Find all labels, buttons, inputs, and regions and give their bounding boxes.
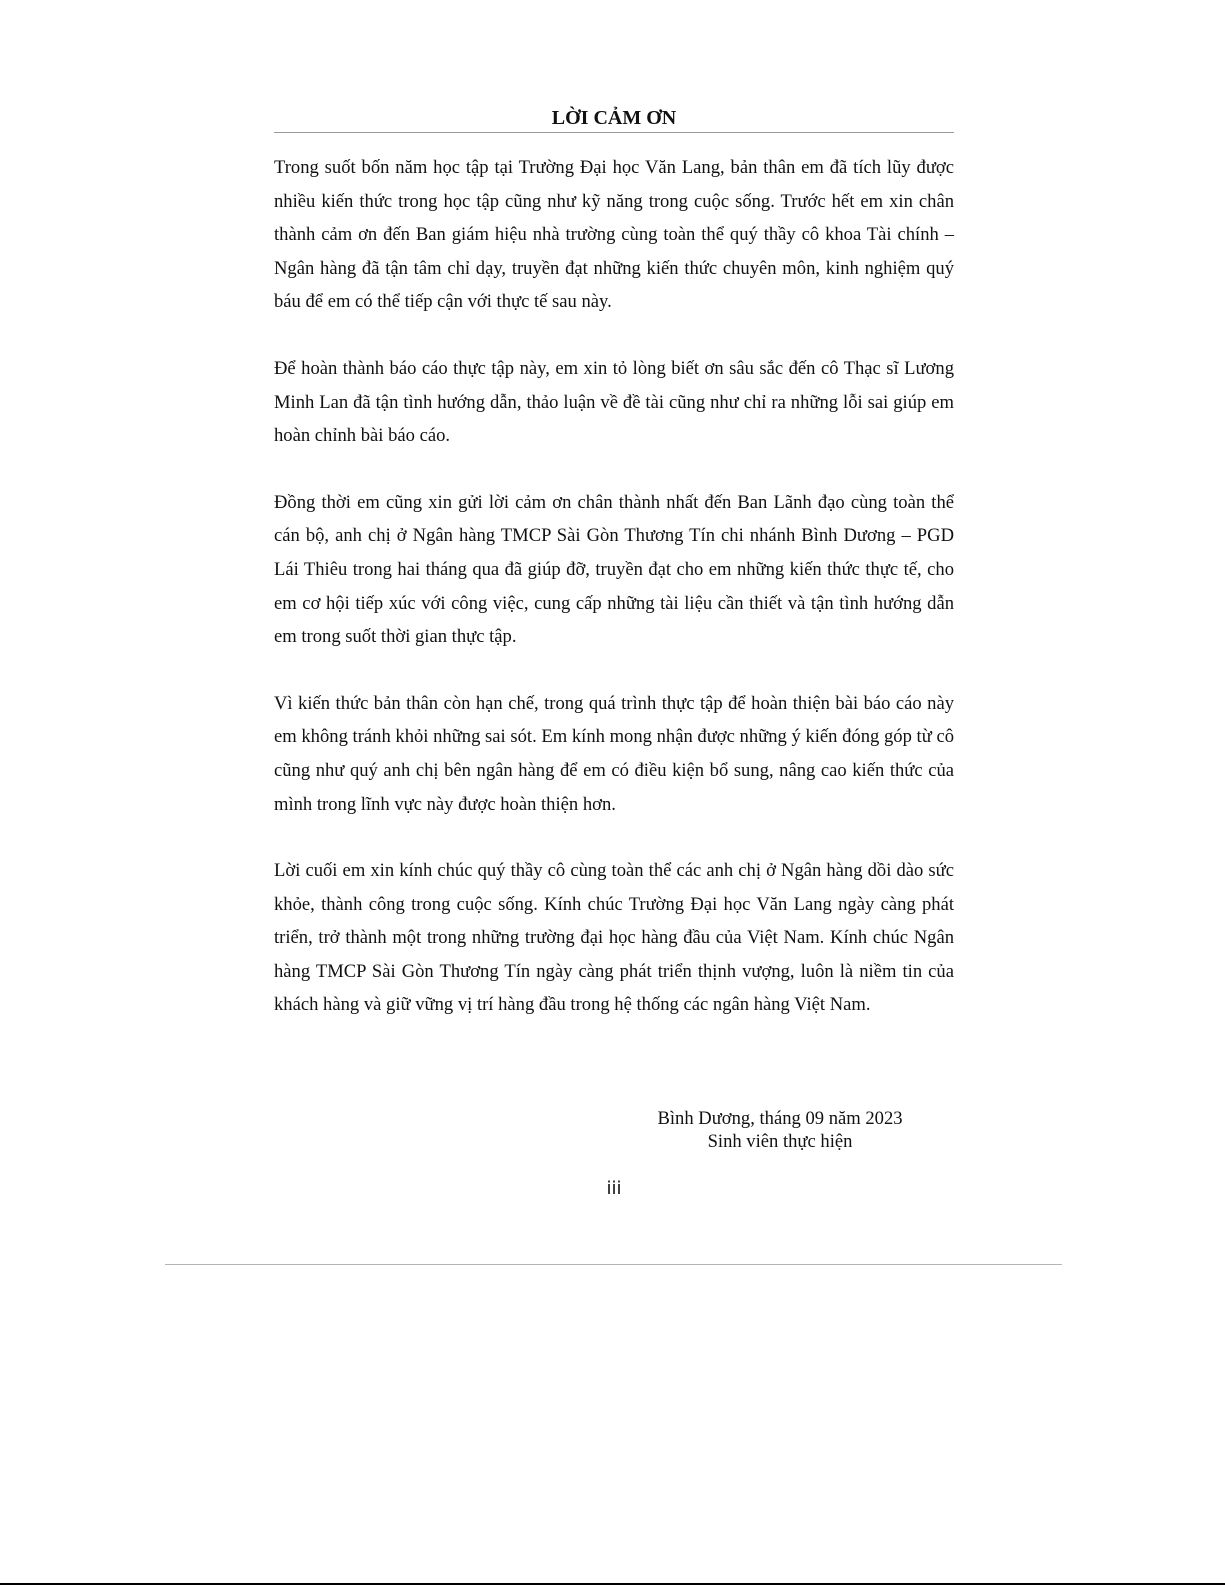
- page-number: iii: [606, 1178, 622, 1199]
- title-underline: [274, 132, 954, 133]
- page-bottom-divider: [165, 1264, 1062, 1265]
- signature-block: [630, 1107, 930, 1153]
- page-title: LỜI CẢM ƠN: [551, 107, 677, 129]
- body-text: [274, 151, 954, 1055]
- signature-place-date: Bình Dương, tháng 09 năm 2023: [657, 1108, 903, 1129]
- paragraph-4: Vì kiến thức bản thân còn hạn chế, trong quá trình thực tập để hoàn thiện bài báo cáo này em không tránh khỏi những sai sót. Em kính mong nhận được những ý kiến đóng góp từ cô cũng như quý anh chị bên ngân hàng để em có điều kiện bổ sung, nâng cao kiến thức của mình trong lĩnh vực này được hoàn thiện hơn.: [274, 692, 954, 815]
- signature-role: Sinh viên thực hiện: [707, 1131, 853, 1152]
- paragraph-1: Trong suốt bốn năm học tập tại Trường Đại học Văn Lang, bản thân em đã tích lũy được nhiều kiến thức trong học tập cũng như kỹ năng trong cuộc sống. Trước hết em xin chân thành cảm ơn đến Ban giám hiệu nhà trường cùng toàn thể quý thầy cô khoa Tài chính – Ngân hàng đã tận tâm chỉ dạy, truyền đạt những kiến thức chuyên môn, kinh nghiệm quý báu để em có thể tiếp cận với thực tế sau này.: [274, 157, 954, 313]
- paragraph-2: Để hoàn thành báo cáo thực tập này, em xin tỏ lòng biết ơn sâu sắc đến cô Thạc sĩ Lương Minh Lan đã tận tình hướng dẫn, thảo luận về đề tài cũng như chỉ ra những lỗi sai giúp em hoàn chỉnh bài báo cáo.: [274, 357, 954, 447]
- paragraph-3: Đồng thời em cũng xin gửi lời cảm ơn chân thành nhất đến Ban Lãnh đạo cùng toàn thể cán bộ, anh chị ở Ngân hàng TMCP Sài Gòn Thương Tín chi nhánh Bình Dương – PGD Lái Thiêu trong hai tháng qua đã giúp đỡ, truyền đạt cho em những kiến thức thực tế, cho em cơ hội tiếp xúc với công việc, cung cấp những tài liệu cần thiết và tận tình hướng dẫn em trong suốt thời gian thực tập.: [274, 491, 954, 648]
- paragraph-5: Lời cuối em xin kính chúc quý thầy cô cùng toàn thể các anh chị ở Ngân hàng dồi dào sức khỏe, thành công trong cuộc sống. Kính chúc Trường Đại học Văn Lang ngày càng phát triển, trở thành một trong những trường đại học hàng đầu của Việt Nam. Kính chúc Ngân hàng TMCP Sài Gòn Thương Tín ngày càng phát triển thịnh vượng, luôn là niềm tin của khách hàng và giữ vững vị trí hàng đầu trong hệ thống các ngân hàng Việt Nam.: [274, 860, 954, 1016]
